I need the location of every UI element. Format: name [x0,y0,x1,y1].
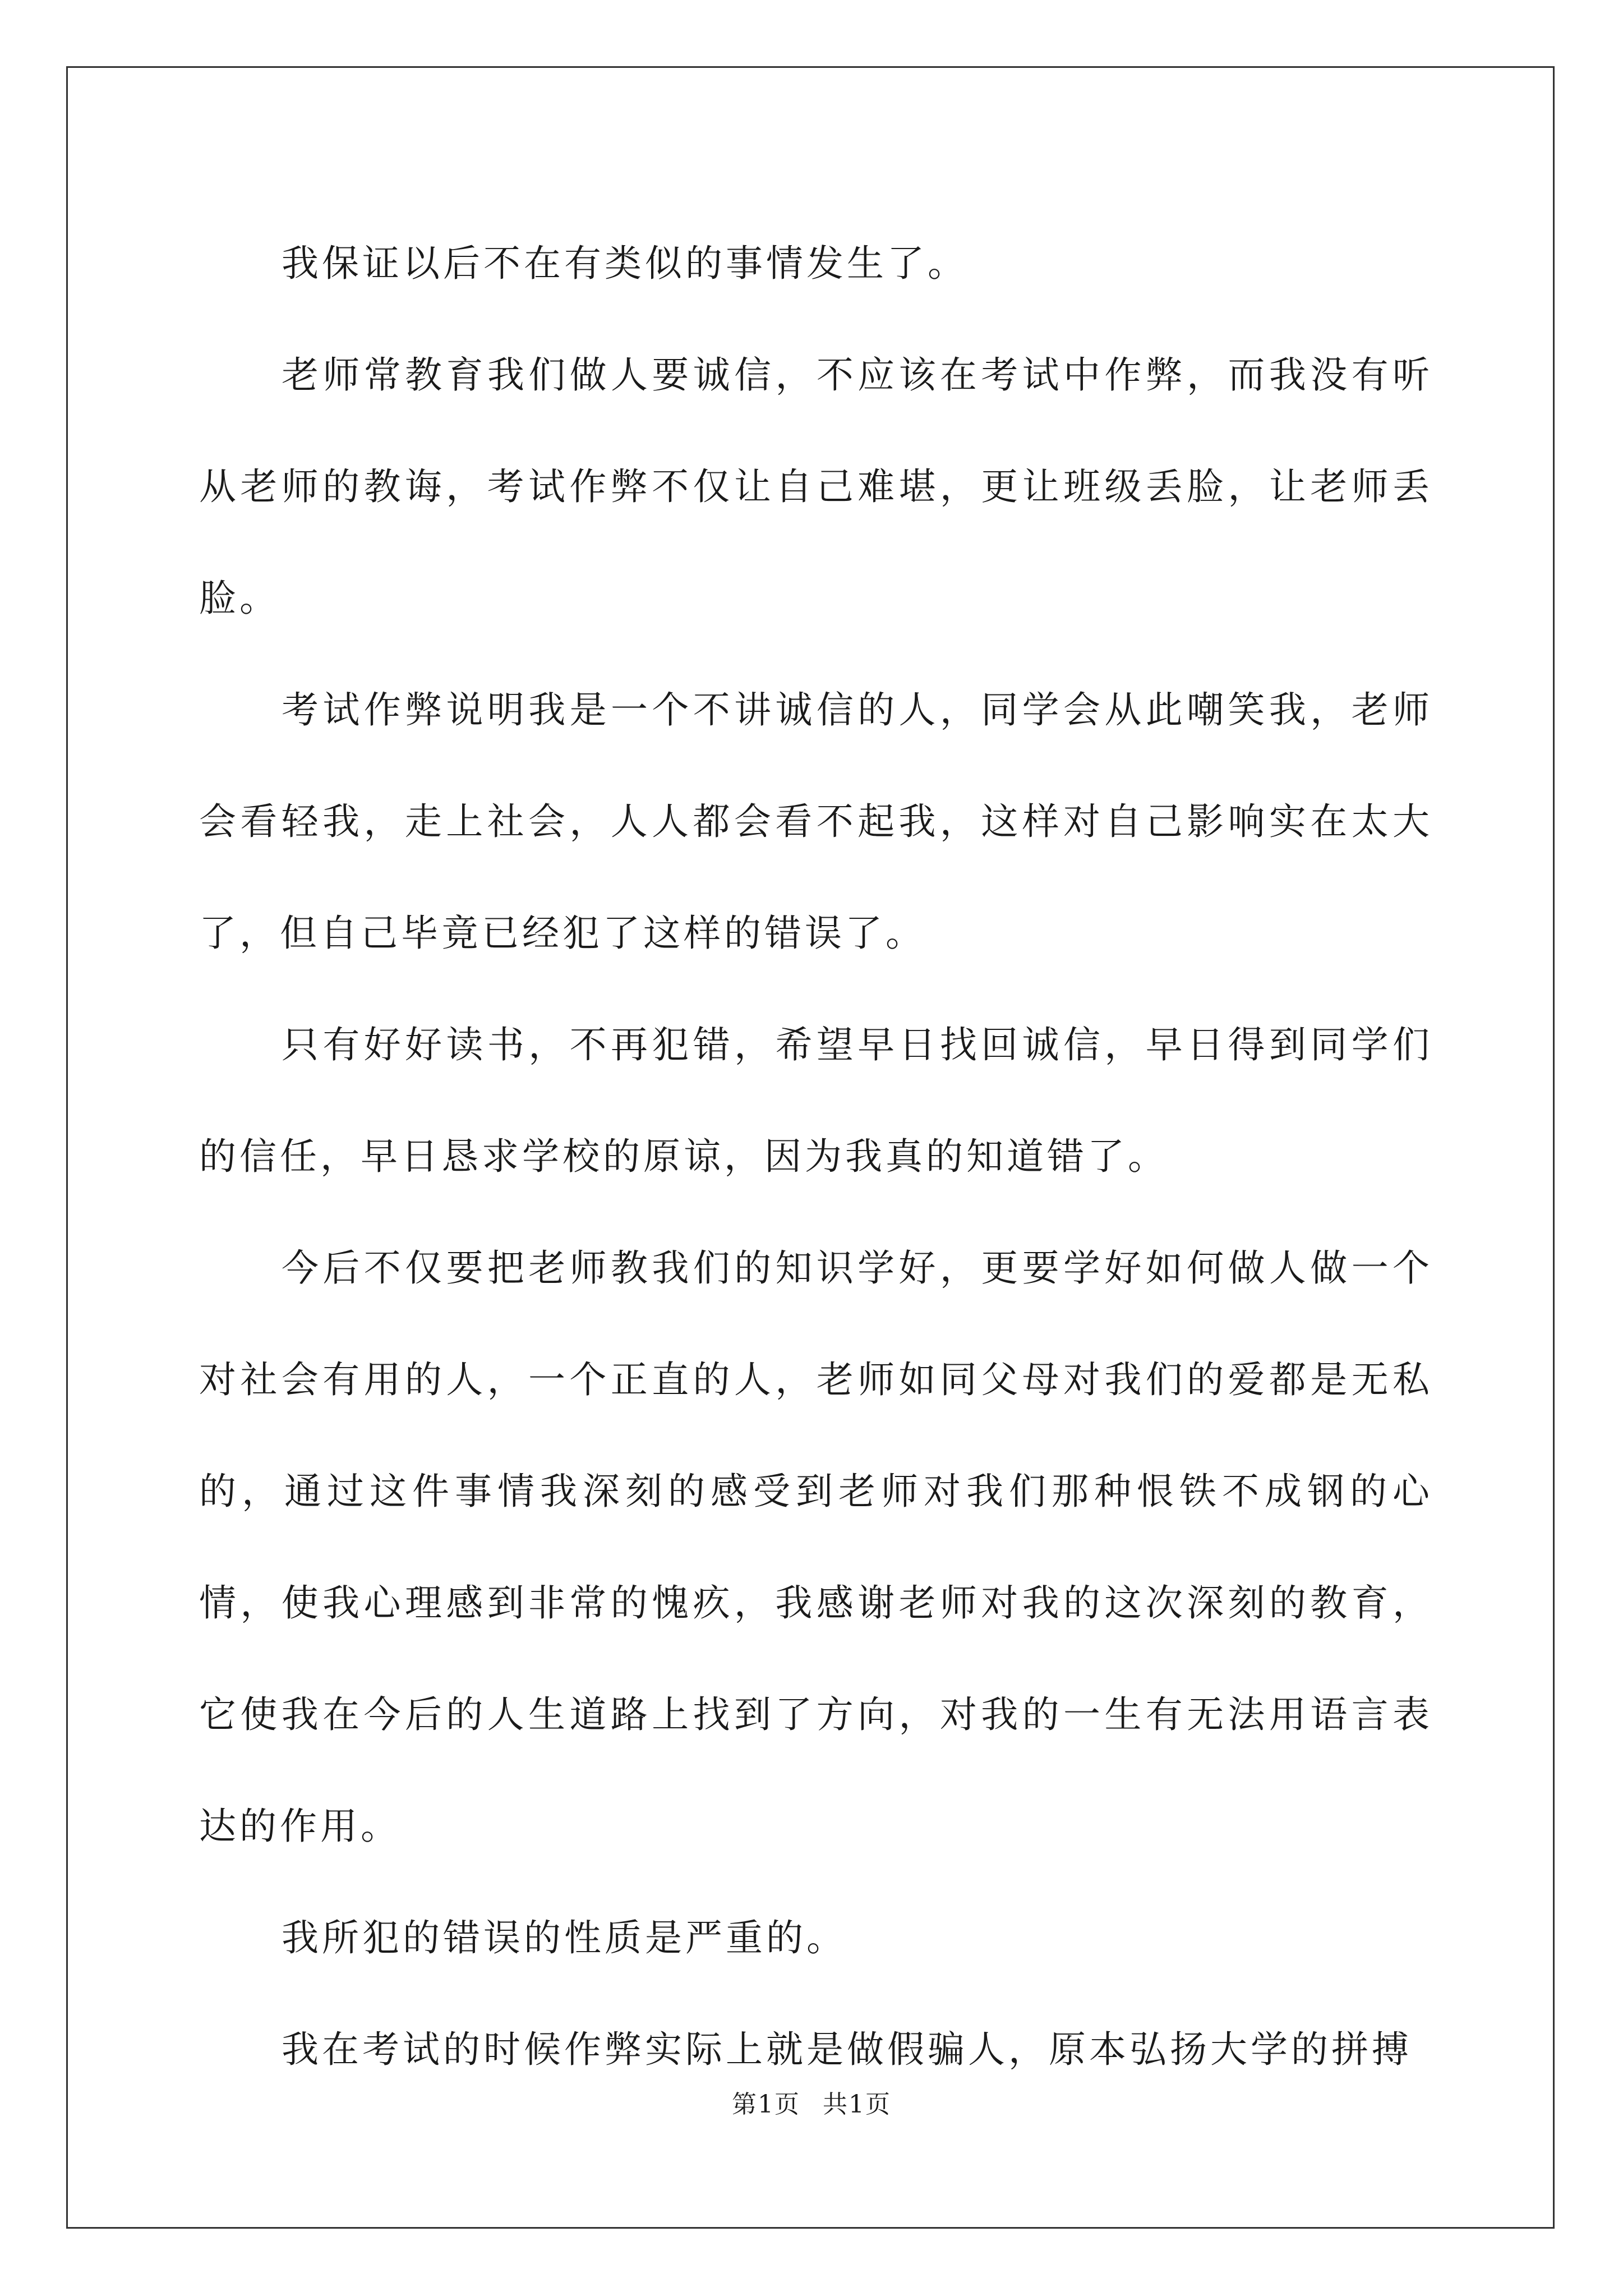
page-total: 共1页 [823,2090,891,2119]
paragraph-3: 考试作弊说明我是一个不讲诚信的人，同学会从此嘲笑我，老师会看轻我，走上社会，人人都会看不起我，这样对自己影响实在太大了，但自己毕竟已经犯了这样的错误了。 [199,688,1433,955]
paragraph-5: 今后不仅要把老师教我们的知识学好，更要学好如何做人做一个对社会有用的人，一个正直的人，老师如同父母对我们的爱都是无私的，通过这件事情我深刻的感受到老师对我们那种恨铁不成钢的心情，使我心理感到非常的愧疚，我感谢老师对我的这次深刻的教育，它使我在今后的人生道路上找到了方向，对我的一生有无法用语言表达的作用。 [199,1246,1433,1848]
document-body [199,208,1433,2105]
paragraph-1: 我保证以后不在有类似的事情发生了。 [282,242,968,285]
page-footer [0,2084,1623,2120]
paragraph-7: 我在考试的时候作弊实际上就是做假骗人，原本弘扬大学的拼搏 [282,2028,1412,2071]
paragraph-6: 我所犯的错误的性质是严重的。 [282,1916,847,1959]
paragraph-4: 只有好好读书，不再犯错，希望早日找回诚信，早日得到同学们的信任，早日恳求学校的原谅，因为我真的知道错了。 [199,1023,1433,1178]
paragraph-2: 老师常教育我们做人要诚信，不应该在考试中作弊，而我没有听从老师的教诲，考试作弊不仅让自己难堪，更让班级丢脸，让老师丢脸。 [199,353,1433,620]
page-number: 第1页 [732,2090,800,2119]
